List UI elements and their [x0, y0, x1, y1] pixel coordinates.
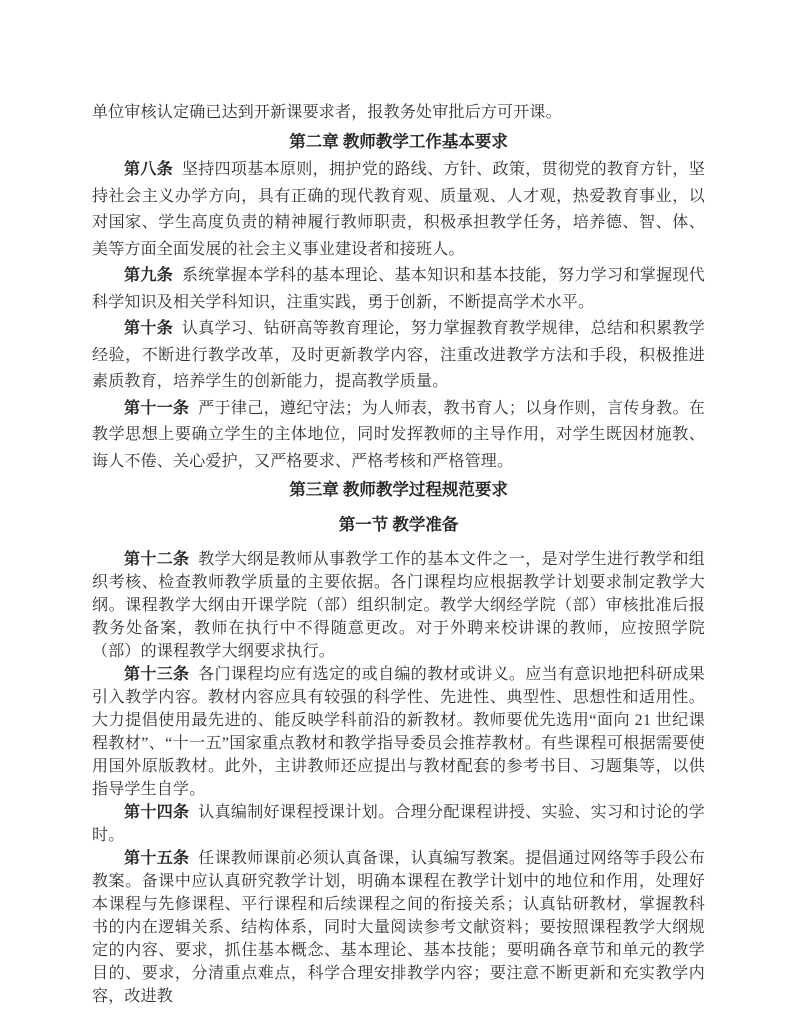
article-13-text: 各门课程均应有选定的或自编的教材或讲义。应当有意识地把科研成果引入教学内容。教材内容应具有较强的科学性、先进性、典型性、思想性和适用性。大力提倡使用最先进的、能反映学科前沿的新教材。教师要优先选用“面向 21 世纪课程教材”、“十一五”国家重点教材和教学指导委员会推荐教材。有些课程可根据需要使用国外原版教材。此外，主讲教师还应提出与教材配套的参考书目、习题集等，以供指导学生自学。 — [92, 666, 705, 798]
article-14-text: 认真编制好课程授课计划。合理分配课程讲授、实验、实习和讨论的学时。 — [92, 804, 705, 844]
article-10-text: 认真学习、钻研高等教育理论，努力掌握教育教学规律，总结和积累教学经验，不断进行教学改革，及时更新教学内容，注重改进教学方法和手段，积极推进素质教育，培养学生的创新能力，提高教学质量。 — [92, 320, 705, 390]
article-12-paragraph — [92, 548, 705, 663]
article-15-label: 第十五条 — [124, 850, 190, 867]
article-12-label: 第十二条 — [124, 551, 190, 568]
article-15-paragraph — [92, 847, 705, 1008]
article-9-paragraph — [92, 263, 705, 316]
article-14-label: 第十四条 — [124, 804, 190, 821]
section-1-heading: 第一节 教学准备 — [338, 515, 459, 534]
article-14-paragraph — [92, 801, 705, 847]
chapter-2-heading: 第二章 教师教学工作基本要求 — [289, 131, 508, 151]
article-13-label: 第十三条 — [124, 666, 190, 683]
article-10-label: 第十条 — [124, 320, 174, 337]
article-11-text: 严于律己，遵纪守法；为人师表，教书育人；以身作则，言传身教。在教学思想上要确立学生的主体地位，同时发挥教师的主导作用，对学生既因材施教、诲人不倦、关心爱护，又严格要求、严格考核和严格管理。 — [92, 399, 705, 470]
article-15-text: 任课教师课前必须认真备课，认真编写教案。提倡通过网络等手段公布教案。备课中应认真研究教学计划，明确本课程在教学计划中的地位和作用，处理好本课程与先修课程、平行课程和后续课程之间的衔接关系；认真钻研教材，掌握教科书的内在逻辑关系、结构体系，同时大量阅读参考文献资料；要按照课程教学大纲规定的内容、要求，抓住基本概念、基本理论、基本技能；要明确各章节和单元的教学目的、要求，分清重点难点，科学合理安排教学内容；要注意不断更新和充实教学内容，改进教 — [92, 850, 705, 1005]
article-11-label: 第十一条 — [124, 399, 190, 417]
paragraph-continuation: 单位审核认定确已达到开新课要求者，报教务处审批后方可开课。 — [92, 104, 562, 121]
article-9-label: 第九条 — [124, 267, 174, 284]
article-13-paragraph — [92, 663, 705, 801]
article-11-paragraph — [92, 396, 705, 476]
document-content — [92, 100, 705, 1008]
article-8-label: 第八条 — [124, 161, 174, 178]
article-8-text: 坚持四项基本原则，拥护党的路线、方针、政策，贯彻党的教育方针，坚持社会主义办学方向，具有正确的现代教育观、质量观、人才观，热爱教育事业，以对国家、学生高度负责的精神履行教师职责，积极承担教学任务，培养德、智、体、美等方面全面发展的社会主义事业建设者和接班人。 — [92, 161, 705, 258]
article-12-text: 教学大纲是教师从事教学工作的基本文件之一，是对学生进行教学和组织考核、检查教师教学质量的主要依据。各门课程均应根据教学计划要求制定教学大纲。课程教学大纲由开课学院（部）组织制定。教学大纲经学院（部）审核批准后报教务处备案，教师在执行中不得随意更改。对于外聘来校讲课的教师，应按照学院（部）的课程教学大纲要求执行。 — [92, 551, 705, 660]
chapter-3-heading: 第三章 教师教学过程规范要求 — [289, 480, 508, 499]
article-8-paragraph — [92, 157, 705, 263]
article-9-text: 系统掌握本学科的基本理论、基本知识和基本技能，努力学习和掌握现代科学知识及相关学科知识，注重实践，勇于创新，不断提高学术水平。 — [92, 267, 705, 311]
article-10-paragraph — [92, 316, 705, 396]
